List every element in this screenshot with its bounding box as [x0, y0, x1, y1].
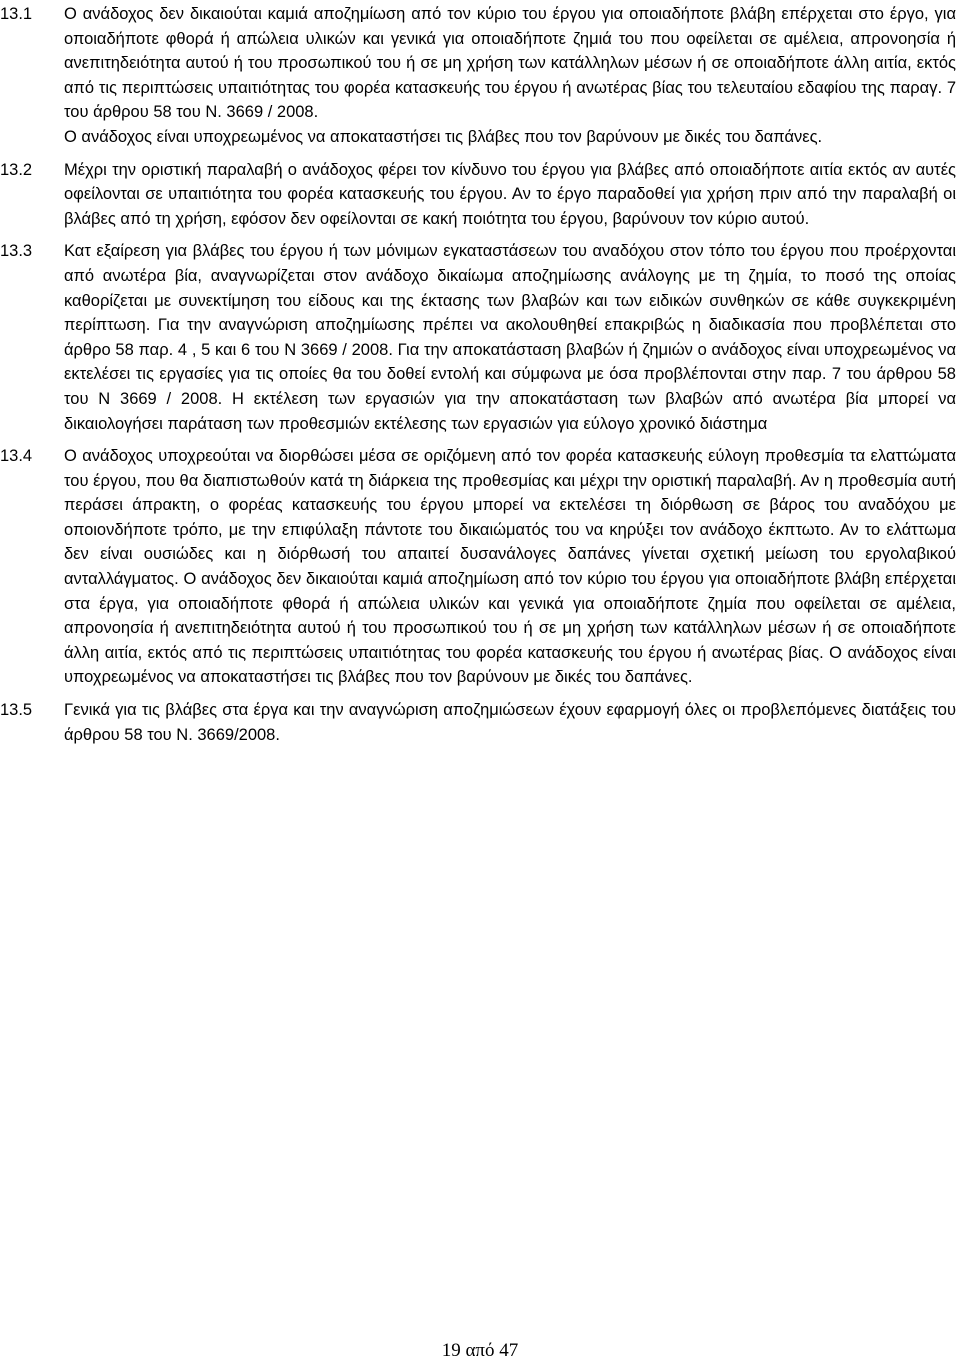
- section-13-5: [0, 698, 960, 747]
- section-body: [64, 239, 956, 436]
- section-body: [64, 444, 956, 690]
- section-13-4: [0, 444, 960, 690]
- page-number-footer: 19 από 47: [441, 1340, 519, 1361]
- section-13-2: [0, 158, 960, 232]
- section-body: [64, 698, 956, 747]
- section-13-3: [0, 239, 960, 436]
- paragraph: Κατ εξαίρεση για βλάβες του έργου ή των μόνιμων εγκαταστάσεων του αναδόχου στον τόπο του έργου που προέρχονται από ανωτέρα βία, αναγνωρίζεται στον ανάδοχο δικαίωμα αποζημίωσης ανάλογης με τη ζημία, το ποσό της οποίας καθορίζεται με συνεκτίμηση του είδους και της έκτασης των βλαβών και των ειδικών συνθηκών σε κάθε συγκεκριμένη περίπτωση. Για την αναγνώριση αποζημίωσης πρέπει να ακολουθηθεί επακριβώς η διαδικασία που προβλέπεται στο άρθρο 58 παρ. 4 , 5 και 6 του Ν 3669 / 2008. Για την αποκατάσταση βλαβών ή ζημιών ο ανάδοχος είναι υποχρεωμένος να εκτελέσει τις εργασίες για τις οποίες θα του δοθεί εντολή και σύμφωνα με όσα προβλέπονται στην παρ. 7 του άρθρου 58 του Ν 3669 / 2008. Η εκτέλεση των εργασιών για την αποκατάσταση των βλαβών από ανωτέρα βία μπορεί να δικαιολογήσει παράταση των προθεσμιών εκτέλεσης των εργασιών για εύλογο χρονικό διάστημα: [64, 242, 956, 433]
- section-13-1: [0, 2, 960, 150]
- section-number: 13.1: [0, 5, 33, 23]
- paragraph: Ο ανάδοχος υποχρεούται να διορθώσει μέσα σε οριζόμενη από τον φορέα κατασκευής εύλογη προθεσμία τα ελαττώματα του έργου, που θα διαπιστωθούν κατά τη διάρκεια της προθεσμίας και μέχρι την οριστική παραλαβή. Αν η προθεσμία αυτή περάσει άπρακτη, ο φορέας κατασκευής του έργου μπορεί να εκτελέσει τη διόρθωση σε βάρος του αναδόχου με οποιονδήποτε τρόπο, με την επιφύλαξη πάντοτε του δικαιώματός του να κηρύξει τον ανάδοχο έκπτωτο. Αν το ελάττωμα δεν είναι ουσιώδες και η διόρθωσή του απαιτεί δυσανάλογες δαπάνες γίνεται σχετική μείωση του εργολαβικού ανταλλάγματος. Ο ανάδοχος δεν δικαιούται καμιά αποζημίωση από τον κύριο του έργου για οποιαδήποτε βλάβη επέρχεται στα έργα, για οποιαδήποτε φθορά ή απώλεια υλικών και γενικά για οποιαδήποτε ζημία που οφείλεται σε αμέλεια, απρονοησία ή ανεπιτηδειότητα αυτού ή του προσωπικού του ή σε μη χρήση των κατάλληλων μέσων ή σε οποιαδήποτε άλλη αιτία, εκτός από τις περιπτώσεις υπαιτιότητας του φορέα κατασκευής του έργου ή ανωτέρας βίας. Ο ανάδοχος είναι υποχρεωμένος να αποκαταστήσει τις βλάβες που τον βαρύνουν με δικές του δαπάνες.: [64, 447, 956, 687]
- paragraph: Ο ανάδοχος είναι υποχρεωμένος να αποκαταστήσει τις βλάβες που τον βαρύνουν με δικές του δαπάνες.: [64, 127, 823, 146]
- section-body: [64, 2, 956, 150]
- section-body: [64, 158, 956, 232]
- contract-clauses: [0, 2, 960, 755]
- section-number: 13.2: [0, 160, 33, 179]
- paragraph: Μέχρι την οριστική παραλαβή ο ανάδοχος φέρει τον κίνδυνο του έργου για βλάβες από οποιαδήποτε αιτία εκτός αν αυτές οφείλονται σε υπαιτιότητα του φορέα κατασκευής του έργου. Αν το έργο παραδοθεί για χρήση πριν από την παραλαβή οι βλάβες από τη χρήση, εφόσον δεν οφείλονται σε κακή ποιότητα του έργου, βαρύνουν τον κύριο αυτού.: [64, 160, 956, 228]
- paragraph: Γενικά για τις βλάβες στα έργα και την αναγνώριση αποζημιώσεων έχουν εφαρμογή όλες οι προβλεπόμενες διατάξεις του άρθρου 58 του Ν. 3669/2008.: [64, 701, 956, 744]
- section-number: 13.5: [0, 701, 33, 720]
- section-number: 13.4: [0, 447, 33, 466]
- section-number: 13.3: [0, 242, 33, 261]
- paragraph: Ο ανάδοχος δεν δικαιούται καμιά αποζημίωση από τον κύριο του έργου για οποιαδήποτε βλάβη επέρχεται στο έργο, για οποιαδήποτε φθορά ή απώλεια υλικών και γενικά για οποιαδήποτε ζημιά του που οφείλεται σε αμέλεια, απρονοησία ή ανεπιτηδειότητα αυτού ή του προσωπικού του ή σε μη χρήση των κατάλληλων μέσων ή σε οποιαδήποτε άλλη αιτία, εκτός από τις περιπτώσεις υπαιτιότητας του φορέα κατασκευής του έργου ή ανωτέρας βίας του τελευταίου εδαφίου της παραγ. 7 του άρθρου 58 του Ν. 3669 / 2008.: [64, 5, 956, 122]
